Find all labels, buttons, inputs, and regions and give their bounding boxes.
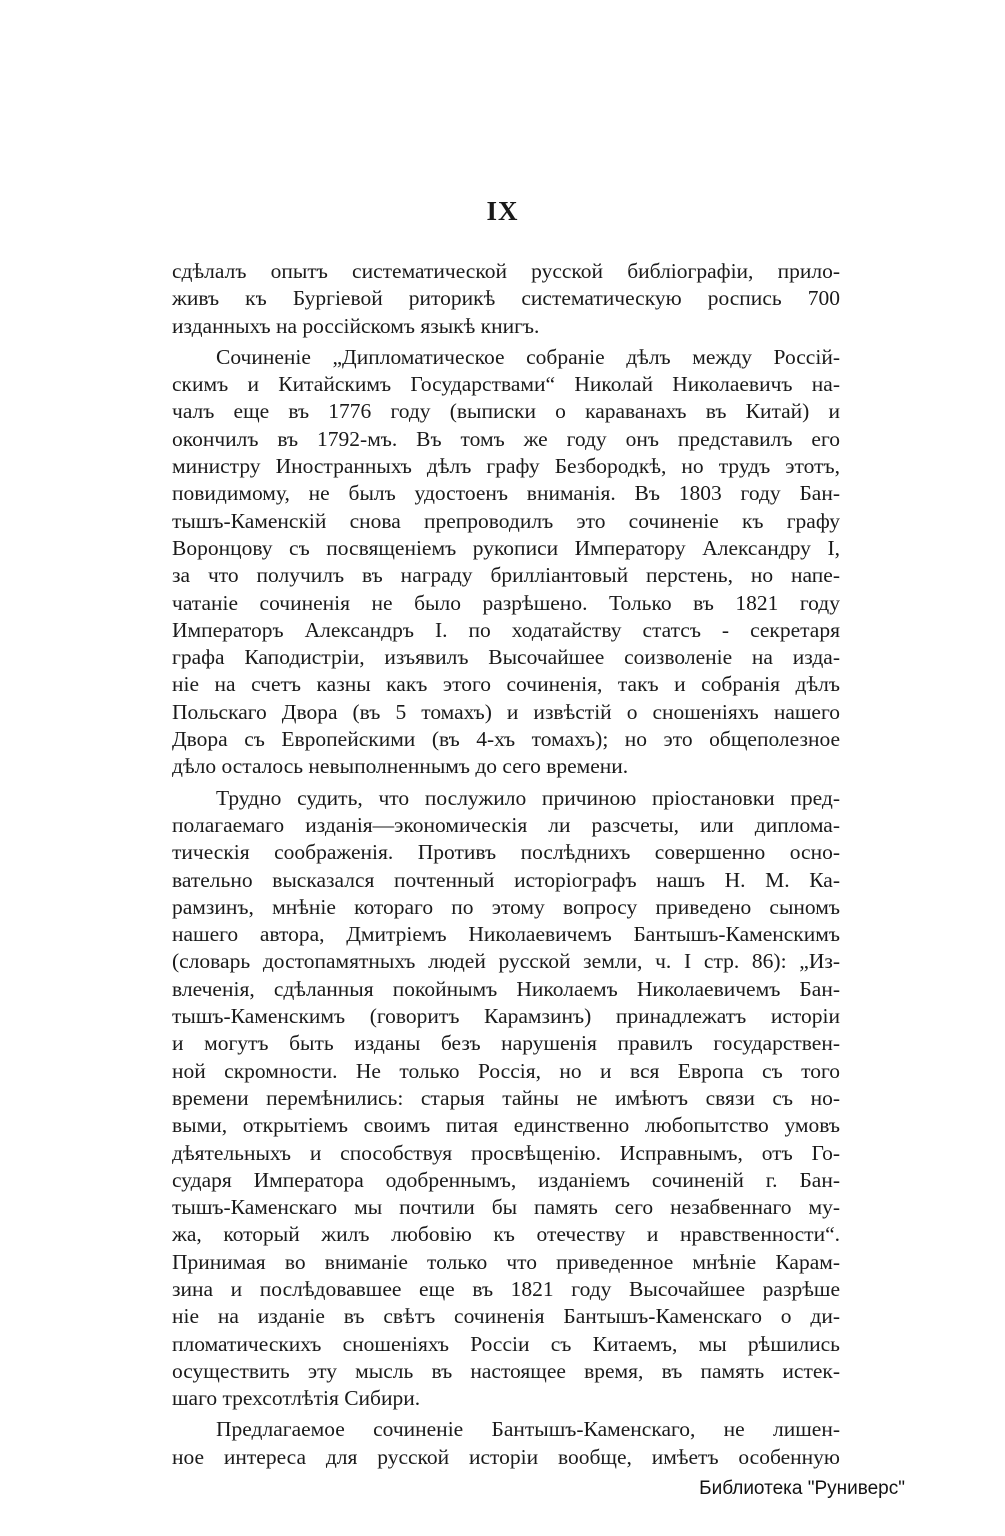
text-line: (словарь достопамятныхъ людей русской земли, ч. I стр. 86): „Из- (172, 949, 840, 974)
paragraph (172, 785, 840, 1413)
text-line: графа Каподистріи, изъявилъ Высочайшее соизволеніе на изда- (172, 645, 840, 670)
text-line: выми, открытіемъ своимъ питая единственно любопытство умовъ (172, 1113, 840, 1138)
text-line: Трудно судить, что послужило причиною пріостановки пред- (216, 785, 840, 810)
text-line: времени перемѣнились: старыя тайны не имѣютъ связи съ но- (172, 1085, 840, 1110)
text-line: Двора съ Европейскими (въ 4-хъ томахъ); но это общеполезное (172, 727, 840, 752)
library-watermark: Библиотека "Руниверс" (699, 1478, 905, 1499)
text-line: ной скромности. Не только Россія, но и вся Европа съ того (172, 1058, 840, 1083)
paragraph (172, 258, 840, 340)
text-line: сдѣлалъ опытъ систематической русской библіографіи, прило- (172, 259, 840, 283)
text-line: чатаніе сочиненія не было разрѣшено. Только въ 1821 году (172, 590, 840, 615)
text-line: шаго трехсотлѣтія Сибири. (172, 1386, 421, 1411)
text-line: осуществить эту мысль въ настоящее время, въ память истек- (172, 1358, 840, 1383)
paragraph (172, 1416, 840, 1471)
body-text (172, 258, 840, 1471)
text-line: тышъ-Каменскимъ (говоритъ Карамзинъ) принадлежатъ исторіи (172, 1004, 840, 1029)
text-line: Воронцову съ посвященіемъ рукописи Императору Александру I, (172, 535, 840, 560)
text-line: дѣятельныхъ и способствуя просвѣщенію. Исправнымъ, отъ Го- (172, 1140, 840, 1165)
text-line: Предлагаемое сочиненіе Бантышъ-Каменскаго, не лишен- (216, 1417, 840, 1442)
text-line: зина и послѣдовавшее еще въ 1821 году Высочайшее разрѣше (172, 1276, 840, 1301)
text-line: изданныхъ на россійскомъ языкѣ книгъ. (172, 313, 540, 338)
text-line: живъ къ Бургіевой риторикѣ систематическую роспись 700 (172, 286, 840, 311)
text-line: пломатическихъ сношеніяхъ Россіи съ Китаемъ, мы рѣшились (172, 1331, 840, 1356)
text-line: тышъ-Каменскаго мы почтили бы память сего незабвеннаго му- (172, 1195, 840, 1220)
text-line: и могутъ быть изданы безъ нарушенія правилъ государствен- (172, 1031, 840, 1056)
text-line: полагаемаго изданія—экономическія ли разсчеты, или диплома- (172, 812, 840, 837)
text-line: ніе на счетъ казны какъ этого сочиненія, такъ и собранія дѣлъ (172, 672, 840, 697)
text-line: ніе на изданіе въ свѣтъ сочиненія Бантышъ-Каменскаго о ди- (172, 1304, 840, 1329)
text-line: тышъ-Каменскій снова препроводилъ это сочиненіе къ графу (172, 508, 840, 533)
paragraph (172, 344, 840, 781)
text-line: окончилъ въ 1792-мъ. Въ томъ же году онъ представилъ его (172, 426, 840, 451)
text-line: вательно высказался почтенный исторіографъ нашъ Н. М. Ка- (172, 867, 840, 892)
text-line: скимъ и Китайскимъ Государствами“ Николай Николаевичъ на- (172, 372, 840, 397)
text-line: повидимому, не былъ удостоенъ вниманія. Въ 1803 году Бан- (172, 481, 840, 506)
text-line: чалъ еще въ 1776 году (выписки о караванахъ въ Китай) и (172, 399, 840, 424)
text-line: тическія соображенія. Противъ послѣднихъ совершенно осно- (172, 840, 840, 865)
text-line: нашего автора, Дмитріемъ Николаевичемъ Бантышъ-Каменскимъ (172, 922, 840, 947)
text-line: дѣло осталось невыполненнымъ до сего времени. (172, 754, 629, 779)
page-number: IX (486, 196, 519, 226)
text-line: Сочиненіе „Дипломатическое собраніе дѣлъ между Россій- (216, 344, 840, 369)
text-line: ное интереса для русской исторіи вообще, имѣетъ особенную (172, 1444, 840, 1469)
text-line: министру Иностранныхъ дѣлъ графу Безбородкѣ, но трудъ этотъ, (172, 454, 840, 479)
text-line: влеченія, сдѣланныя покойнымъ Николаемъ Николаевичемъ Бан- (172, 976, 840, 1001)
text-line: Принимая во вниманіе только что приведенное мнѣніе Карам- (172, 1249, 840, 1274)
text-line: Польскаго Двора (въ 5 томахъ) и извѣстій о сношеніяхъ нашего (172, 699, 840, 724)
text-line: рамзинъ, мнѣніе котораго по этому вопросу приведено сыномъ (172, 894, 840, 919)
text-line: Императоръ Александръ I. по ходатайству статсъ - секретаря (172, 617, 840, 642)
text-line: за что получилъ въ награду бриллiантовый перстень, но напе- (172, 563, 840, 588)
text-line: сударя Императора одобреннымъ, изданіемъ сочиненій г. Бан- (172, 1167, 840, 1192)
text-line: жа, который жилъ любовію къ отечеству и нравственности“. (172, 1222, 840, 1247)
